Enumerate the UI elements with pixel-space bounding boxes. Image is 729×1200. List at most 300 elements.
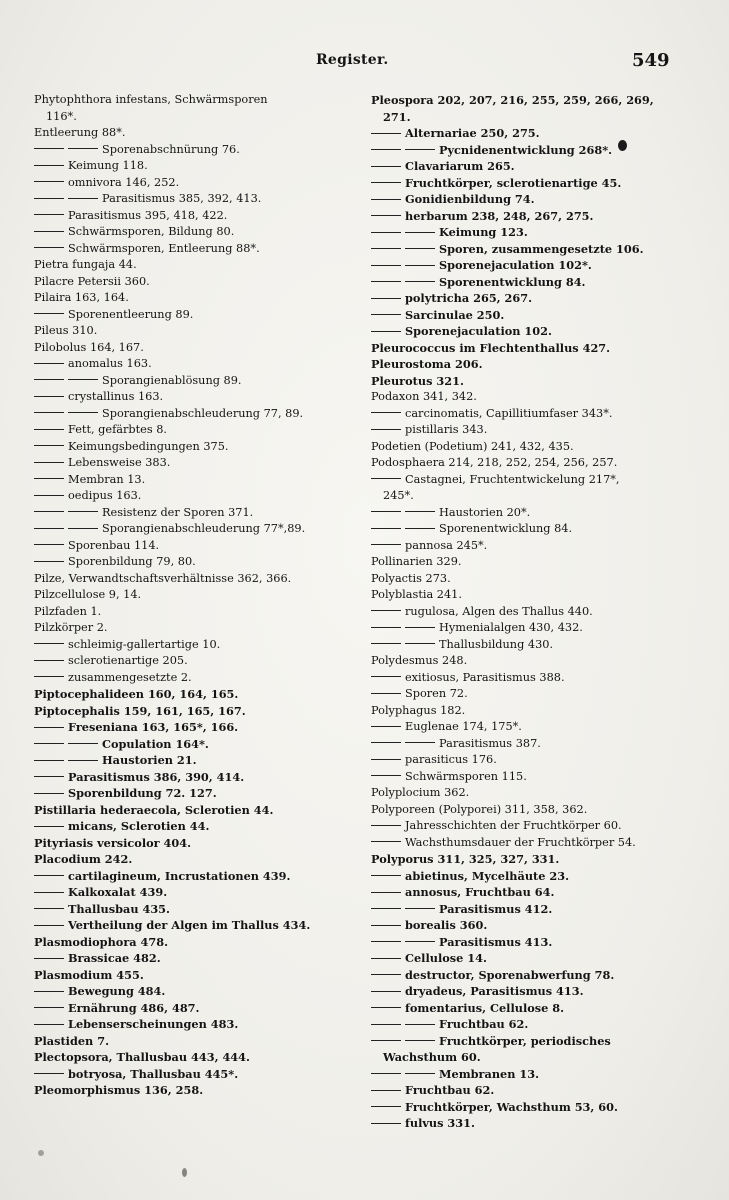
index-entry-text: Keimung 123. xyxy=(439,225,528,239)
index-column-left xyxy=(34,92,352,1099)
index-entry xyxy=(34,307,352,324)
index-entry-text: Polyactis 273. xyxy=(371,571,451,585)
repeat-dash xyxy=(68,511,98,512)
index-entry-text: Parasitismus 386, 390, 414. xyxy=(68,769,245,784)
index-entry xyxy=(34,950,352,967)
repeat-dash xyxy=(34,760,64,761)
index-entry-text: Fruchtkörper, periodisches xyxy=(439,1033,611,1048)
index-entry-text: Cellulose 14. xyxy=(405,951,487,965)
index-entry-text: Polydesmus 248. xyxy=(371,654,468,667)
index-entry xyxy=(34,505,352,522)
index-entry xyxy=(34,340,352,357)
repeat-dash xyxy=(34,561,64,562)
index-entry xyxy=(371,323,671,340)
index-entry xyxy=(371,736,671,753)
index-entry xyxy=(34,373,352,390)
index-entry-text: Sporangienablösung 89. xyxy=(102,373,242,387)
index-entry xyxy=(34,884,352,901)
repeat-dash xyxy=(371,1090,401,1091)
index-entry-text: Parasitismus 387. xyxy=(439,736,541,750)
repeat-dash xyxy=(371,1007,401,1008)
index-entry-text: herbarum 238, 248, 267, 275. xyxy=(405,208,594,223)
index-entry-text: Schwärmsporen 115. xyxy=(405,769,527,783)
repeat-dash xyxy=(34,462,64,463)
index-entry-text: fomentarius, Cellulose 8. xyxy=(405,1000,565,1015)
index-entry xyxy=(371,406,671,423)
index-entry xyxy=(34,1049,352,1066)
index-entry xyxy=(371,1099,671,1116)
repeat-dash xyxy=(371,544,401,545)
repeat-dash xyxy=(68,148,98,149)
repeat-dash xyxy=(405,1040,435,1041)
index-entry xyxy=(34,785,352,802)
repeat-dash xyxy=(34,396,64,397)
index-entry xyxy=(34,1082,352,1099)
repeat-dash xyxy=(34,445,64,446)
repeat-dash xyxy=(405,232,435,233)
repeat-dash xyxy=(371,149,401,150)
index-entry xyxy=(34,686,352,703)
index-entry xyxy=(371,769,671,786)
index-entry xyxy=(371,505,671,522)
index-entry xyxy=(34,983,352,1000)
index-entry-text: Pileus 310. xyxy=(34,324,98,337)
index-entry xyxy=(371,851,671,868)
index-entry-text: Sporenentwicklung 84. xyxy=(439,522,573,535)
repeat-dash xyxy=(68,198,98,199)
index-entry-text: Plastiden 7. xyxy=(34,1033,110,1048)
index-entry-text: Sporenentleerung 89. xyxy=(68,307,194,321)
index-entry-text: Pilzcellulose 9, 14. xyxy=(34,588,142,601)
index-entry-text: Membranen 13. xyxy=(439,1066,540,1081)
index-entry-text: Pilze, Verwandtschaftsverhältnisse 362, 366. xyxy=(34,571,292,585)
index-entry-text: Wachsthum 60. xyxy=(383,1050,481,1064)
index-entry xyxy=(371,356,671,373)
index-entry-text: Fruchtkörper, Wachsthum 53, 60. xyxy=(405,1099,618,1114)
index-entry-text: Pityriasis versicolor 404. xyxy=(34,835,192,850)
index-entry-text: Polyplocium 362. xyxy=(371,786,470,799)
index-entry xyxy=(34,1033,352,1050)
repeat-dash xyxy=(371,676,401,677)
repeat-dash xyxy=(34,676,64,677)
index-entry xyxy=(34,934,352,951)
index-entry xyxy=(371,1082,671,1099)
repeat-dash xyxy=(405,528,435,529)
repeat-dash xyxy=(34,1024,64,1025)
index-entry xyxy=(371,554,671,571)
index-entry xyxy=(371,1033,671,1050)
index-entry xyxy=(371,241,671,258)
index-entry-text: Sporenbau 114. xyxy=(68,538,160,552)
index-entry xyxy=(371,307,671,324)
index-entry-text: omnivora 146, 252. xyxy=(68,175,180,189)
index-entry-text: annosus, Fruchtbau 64. xyxy=(405,885,555,899)
repeat-dash xyxy=(371,610,401,611)
repeat-dash xyxy=(34,1007,64,1008)
index-entry xyxy=(34,439,352,456)
repeat-dash xyxy=(371,314,401,315)
index-entry-text: Parasitismus 385, 392, 413. xyxy=(102,192,262,205)
repeat-dash xyxy=(371,182,401,183)
repeat-dash xyxy=(405,265,435,266)
index-entry xyxy=(34,752,352,769)
index-entry-text: Entleerung 88*. xyxy=(34,126,126,139)
index-entry-text: Freseniana 163, 165*, 166. xyxy=(68,720,239,734)
index-entry-text: crystallinus 163. xyxy=(68,390,164,403)
repeat-dash xyxy=(405,149,435,150)
repeat-dash xyxy=(371,1123,401,1124)
repeat-dash xyxy=(68,760,98,761)
index-entry xyxy=(371,571,671,588)
index-entry xyxy=(371,521,671,538)
repeat-dash xyxy=(371,412,401,413)
index-entry-text: Pilobolus 164, 167. xyxy=(34,340,144,354)
repeat-dash xyxy=(34,826,64,827)
repeat-dash xyxy=(34,429,64,430)
index-entry-text: Placodium 242. xyxy=(34,852,133,866)
index-entry-text: 116*. xyxy=(46,109,77,123)
index-entry xyxy=(34,1066,352,1083)
index-entry xyxy=(34,868,352,885)
index-entry-text: Sporenentwicklung 84. xyxy=(439,274,586,289)
index-entry xyxy=(371,538,671,555)
index-entry xyxy=(34,323,352,340)
index-entry xyxy=(34,191,352,208)
repeat-dash xyxy=(371,166,401,167)
index-entry xyxy=(371,653,671,670)
index-entry-text: Clavariarum 265. xyxy=(405,159,515,173)
index-entry xyxy=(371,587,671,604)
repeat-dash xyxy=(371,232,401,233)
repeat-dash xyxy=(371,742,401,743)
index-entry xyxy=(34,670,352,687)
index-entry xyxy=(371,274,671,291)
index-entry xyxy=(371,818,671,835)
index-entry xyxy=(371,884,671,901)
index-entry-text: anomalus 163. xyxy=(68,357,152,370)
index-entry-text: zusammengesetzte 2. xyxy=(68,670,192,684)
repeat-dash xyxy=(34,925,64,926)
repeat-dash xyxy=(34,231,64,232)
repeat-dash xyxy=(405,643,435,644)
index-entry-text: Polyblastia 241. xyxy=(371,588,462,601)
index-entry xyxy=(34,290,352,307)
index-entry-text: Vertheilung der Algen im Thallus 434. xyxy=(68,918,311,932)
repeat-dash xyxy=(371,925,401,926)
repeat-dash xyxy=(405,1024,435,1025)
repeat-dash xyxy=(34,908,64,909)
index-entry xyxy=(371,901,671,918)
index-entry-text: micans, Sclerotien 44. xyxy=(68,819,210,833)
repeat-dash xyxy=(371,825,401,826)
index-entry xyxy=(371,983,671,1000)
index-entry xyxy=(371,488,671,505)
repeat-dash xyxy=(68,379,98,380)
index-entry xyxy=(371,422,671,439)
index-entry-text: Pilaira 163, 164. xyxy=(34,291,129,304)
index-entry xyxy=(371,191,671,208)
index-entry-text: Parasitismus 413. xyxy=(439,934,553,949)
repeat-dash xyxy=(371,726,401,727)
index-entry-text: Resistenz der Sporen 371. xyxy=(102,505,254,519)
index-entry xyxy=(34,736,352,753)
index-entry xyxy=(371,1049,671,1066)
index-entry-text: Pilacre Petersii 360. xyxy=(34,274,150,288)
ink-blot xyxy=(38,1150,44,1156)
index-entry xyxy=(371,224,671,241)
index-entry-text: pistillaris 343. xyxy=(405,423,488,436)
repeat-dash xyxy=(371,331,401,332)
index-entry-text: oedipus 163. xyxy=(68,489,142,502)
index-entry-text: abietinus, Mycelhäute 23. xyxy=(405,868,570,883)
repeat-dash xyxy=(405,248,435,249)
index-entry xyxy=(34,901,352,918)
repeat-dash xyxy=(371,1040,401,1041)
index-entry xyxy=(34,257,352,274)
index-entry-text: Lebenserscheinungen 483. xyxy=(68,1017,239,1031)
index-entry xyxy=(34,851,352,868)
index-entry-text: Podaxon 341, 342. xyxy=(371,390,477,403)
repeat-dash xyxy=(34,313,64,314)
index-entry-text: Schwärmsporen, Bildung 80. xyxy=(68,225,235,238)
repeat-dash xyxy=(405,511,435,512)
index-entry xyxy=(34,422,352,439)
index-entry xyxy=(34,967,352,984)
repeat-dash xyxy=(405,908,435,909)
repeat-dash xyxy=(34,165,64,166)
index-entry-text: 271. xyxy=(383,109,411,124)
repeat-dash xyxy=(371,478,401,479)
index-entry xyxy=(371,703,671,720)
index-entry-text: Lebensweise 383. xyxy=(68,456,171,469)
index-entry xyxy=(34,158,352,175)
index-entry xyxy=(371,472,671,489)
index-entry xyxy=(34,719,352,736)
repeat-dash xyxy=(371,841,401,842)
repeat-dash xyxy=(34,727,64,728)
index-entry xyxy=(34,175,352,192)
index-entry xyxy=(34,92,352,109)
index-entry-text: Alternariae 250, 275. xyxy=(405,126,540,140)
index-entry-text: Keimungsbedingungen 375. xyxy=(68,439,229,453)
index-entry-text: Kalkoxalat 439. xyxy=(68,885,168,899)
index-entry xyxy=(371,158,671,175)
index-entry xyxy=(34,653,352,670)
index-entry-text: Haustorien 20*. xyxy=(439,505,531,519)
index-entry-text: Plectopsora, Thallusbau 443, 444. xyxy=(34,1050,250,1064)
index-entry-text: Hymenialalgen 430, 432. xyxy=(439,621,583,634)
index-entry-text: parasiticus 176. xyxy=(405,753,497,766)
index-entry-text: Sarcinulae 250. xyxy=(405,307,505,322)
index-entry-text: Wachsthumsdauer der Fruchtkörper 54. xyxy=(405,835,636,849)
index-entry-text: Sporenejaculation 102*. xyxy=(439,258,592,272)
index-entry xyxy=(371,670,671,687)
index-entry-text: Brassicae 482. xyxy=(68,951,161,965)
repeat-dash xyxy=(68,743,98,744)
index-entry xyxy=(34,818,352,835)
index-entry xyxy=(371,686,671,703)
repeat-dash xyxy=(371,958,401,959)
index-entry-text: Sporenbildung 79, 80. xyxy=(68,555,196,568)
index-entry-text: Pilzfaden 1. xyxy=(34,604,102,618)
index-entry xyxy=(371,439,671,456)
index-entry xyxy=(34,406,352,423)
index-entry-text: Jahresschichten der Fruchtkörper 60. xyxy=(405,819,622,832)
index-entry xyxy=(34,125,352,142)
index-entry-text: Fett, gefärbtes 8. xyxy=(68,423,168,436)
index-entry-text: Pietra fungaja 44. xyxy=(34,258,137,271)
index-entry-text: Pistillaria hederaecola, Sclerotien 44. xyxy=(34,802,274,817)
index-entry xyxy=(371,752,671,769)
index-entry-text: Pleurostoma 206. xyxy=(371,357,483,371)
index-entry xyxy=(34,637,352,654)
index-entry xyxy=(371,934,671,951)
repeat-dash xyxy=(34,660,64,661)
repeat-dash xyxy=(371,199,401,200)
index-entry xyxy=(371,109,671,126)
index-entry-text: carcinomatis, Capillitiumfaser 343*. xyxy=(405,406,613,420)
index-entry-text: Euglenae 174, 175*. xyxy=(405,720,522,733)
index-entry xyxy=(34,917,352,934)
index-entry xyxy=(34,109,352,126)
index-entry xyxy=(34,620,352,637)
index-entry-text: 245*. xyxy=(383,489,414,502)
index-entry-text: Pycnidenentwicklung 268*. xyxy=(439,142,613,157)
repeat-dash xyxy=(371,627,401,628)
index-entry-text: exitiosus, Parasitismus 388. xyxy=(405,670,565,684)
repeat-dash xyxy=(34,528,64,529)
index-entry-text: Haustorien 21. xyxy=(102,753,197,767)
index-entry xyxy=(34,1000,352,1017)
repeat-dash xyxy=(34,743,64,744)
repeat-dash xyxy=(34,511,64,512)
index-entry-text: Pilzkörper 2. xyxy=(34,621,108,634)
repeat-dash xyxy=(405,742,435,743)
repeat-dash xyxy=(371,693,401,694)
repeat-dash xyxy=(371,1024,401,1025)
index-entry-text: botryosa, Thallusbau 445*. xyxy=(68,1066,239,1081)
index-entry xyxy=(371,620,671,637)
index-entry xyxy=(34,241,352,258)
repeat-dash xyxy=(371,1106,401,1107)
index-entry xyxy=(371,719,671,736)
running-head: Register. xyxy=(316,52,389,68)
repeat-dash xyxy=(371,875,401,876)
index-column-right xyxy=(371,92,671,1132)
index-entry-text: Thallusbau 435. xyxy=(68,901,170,916)
index-entry-text: Copulation 164*. xyxy=(102,736,209,751)
index-entry-text: Ernährung 486, 487. xyxy=(68,1000,200,1015)
index-entry-text: fulvus 331. xyxy=(405,1116,475,1130)
index-entry xyxy=(371,967,671,984)
index-entry xyxy=(34,208,352,225)
index-entry-text: Podosphaera 214, 218, 252, 254, 256, 257. xyxy=(371,456,618,469)
index-entry xyxy=(371,92,671,109)
repeat-dash xyxy=(371,429,401,430)
repeat-dash xyxy=(34,958,64,959)
repeat-dash xyxy=(405,281,435,282)
repeat-dash xyxy=(34,214,64,215)
index-entry-text: Bewegung 484. xyxy=(68,984,166,998)
index-entry xyxy=(371,1016,671,1033)
index-entry xyxy=(34,604,352,621)
repeat-dash xyxy=(68,412,98,413)
repeat-dash xyxy=(371,759,401,760)
repeat-dash xyxy=(371,941,401,942)
index-entry xyxy=(34,554,352,571)
index-entry xyxy=(371,868,671,885)
repeat-dash xyxy=(371,974,401,975)
index-entry xyxy=(371,1115,671,1132)
index-entry xyxy=(371,175,671,192)
index-entry-text: Piptocephalis 159, 161, 165, 167. xyxy=(34,703,246,718)
repeat-dash xyxy=(34,247,64,248)
index-entry xyxy=(34,142,352,159)
repeat-dash xyxy=(34,181,64,182)
index-entry xyxy=(34,274,352,291)
repeat-dash xyxy=(34,875,64,876)
ink-blot xyxy=(618,140,627,151)
index-entry-text: Polyporus 311, 325, 327, 331. xyxy=(371,852,560,866)
index-entry xyxy=(371,389,671,406)
index-entry-text: Thallusbildung 430. xyxy=(439,637,554,651)
index-entry-text: Podetien (Podetium) 241, 432, 435. xyxy=(371,439,574,453)
index-entry-text: Keimung 118. xyxy=(68,159,148,172)
index-entry xyxy=(34,472,352,489)
index-entry xyxy=(371,455,671,472)
index-entry-text: rugulosa, Algen des Thallus 440. xyxy=(405,604,593,618)
index-entry-text: Sporenabschnürung 76. xyxy=(102,142,240,156)
index-entry-text: Gonidienbildung 74. xyxy=(405,192,535,206)
index-entry xyxy=(34,703,352,720)
index-entry-text: Fruchtbau 62. xyxy=(405,1083,495,1097)
index-entry xyxy=(371,917,671,934)
repeat-dash xyxy=(34,148,64,149)
page-number: 549 xyxy=(632,50,670,71)
index-entry xyxy=(34,802,352,819)
repeat-dash xyxy=(371,511,401,512)
index-entry-text: Plasmodiophora 478. xyxy=(34,934,169,949)
repeat-dash xyxy=(371,528,401,529)
repeat-dash xyxy=(371,298,401,299)
index-entry-text: Sporangienabschleuderung 77*,89. xyxy=(102,522,306,535)
repeat-dash xyxy=(34,544,64,545)
index-entry xyxy=(371,604,671,621)
index-entry xyxy=(371,208,671,225)
repeat-dash xyxy=(34,198,64,199)
repeat-dash xyxy=(34,495,64,496)
repeat-dash xyxy=(34,793,64,794)
index-entry xyxy=(371,257,671,274)
index-entry xyxy=(371,125,671,142)
repeat-dash xyxy=(371,908,401,909)
index-entry-text: Sporen, zusammengesetzte 106. xyxy=(439,241,644,256)
index-entry xyxy=(371,373,671,390)
index-entry-text: dryadeus, Parasitismus 413. xyxy=(405,984,584,998)
index-entry-text: Fruchtbau 62. xyxy=(439,1017,529,1031)
index-entry-text: pannosa 245*. xyxy=(405,538,488,552)
index-entry xyxy=(34,455,352,472)
index-entry-text: Pleurotus 321. xyxy=(371,373,464,388)
index-entry xyxy=(34,571,352,588)
index-entry-text: Polyporeen (Polyporei) 311, 358, 362. xyxy=(371,802,588,816)
page-header xyxy=(0,50,729,74)
index-entry xyxy=(371,950,671,967)
index-entry-text: Parasitismus 395, 418, 422. xyxy=(68,208,228,222)
index-entry xyxy=(34,488,352,505)
index-entry xyxy=(371,1066,671,1083)
index-entry-text: Schwärmsporen, Entleerung 88*. xyxy=(68,241,260,255)
